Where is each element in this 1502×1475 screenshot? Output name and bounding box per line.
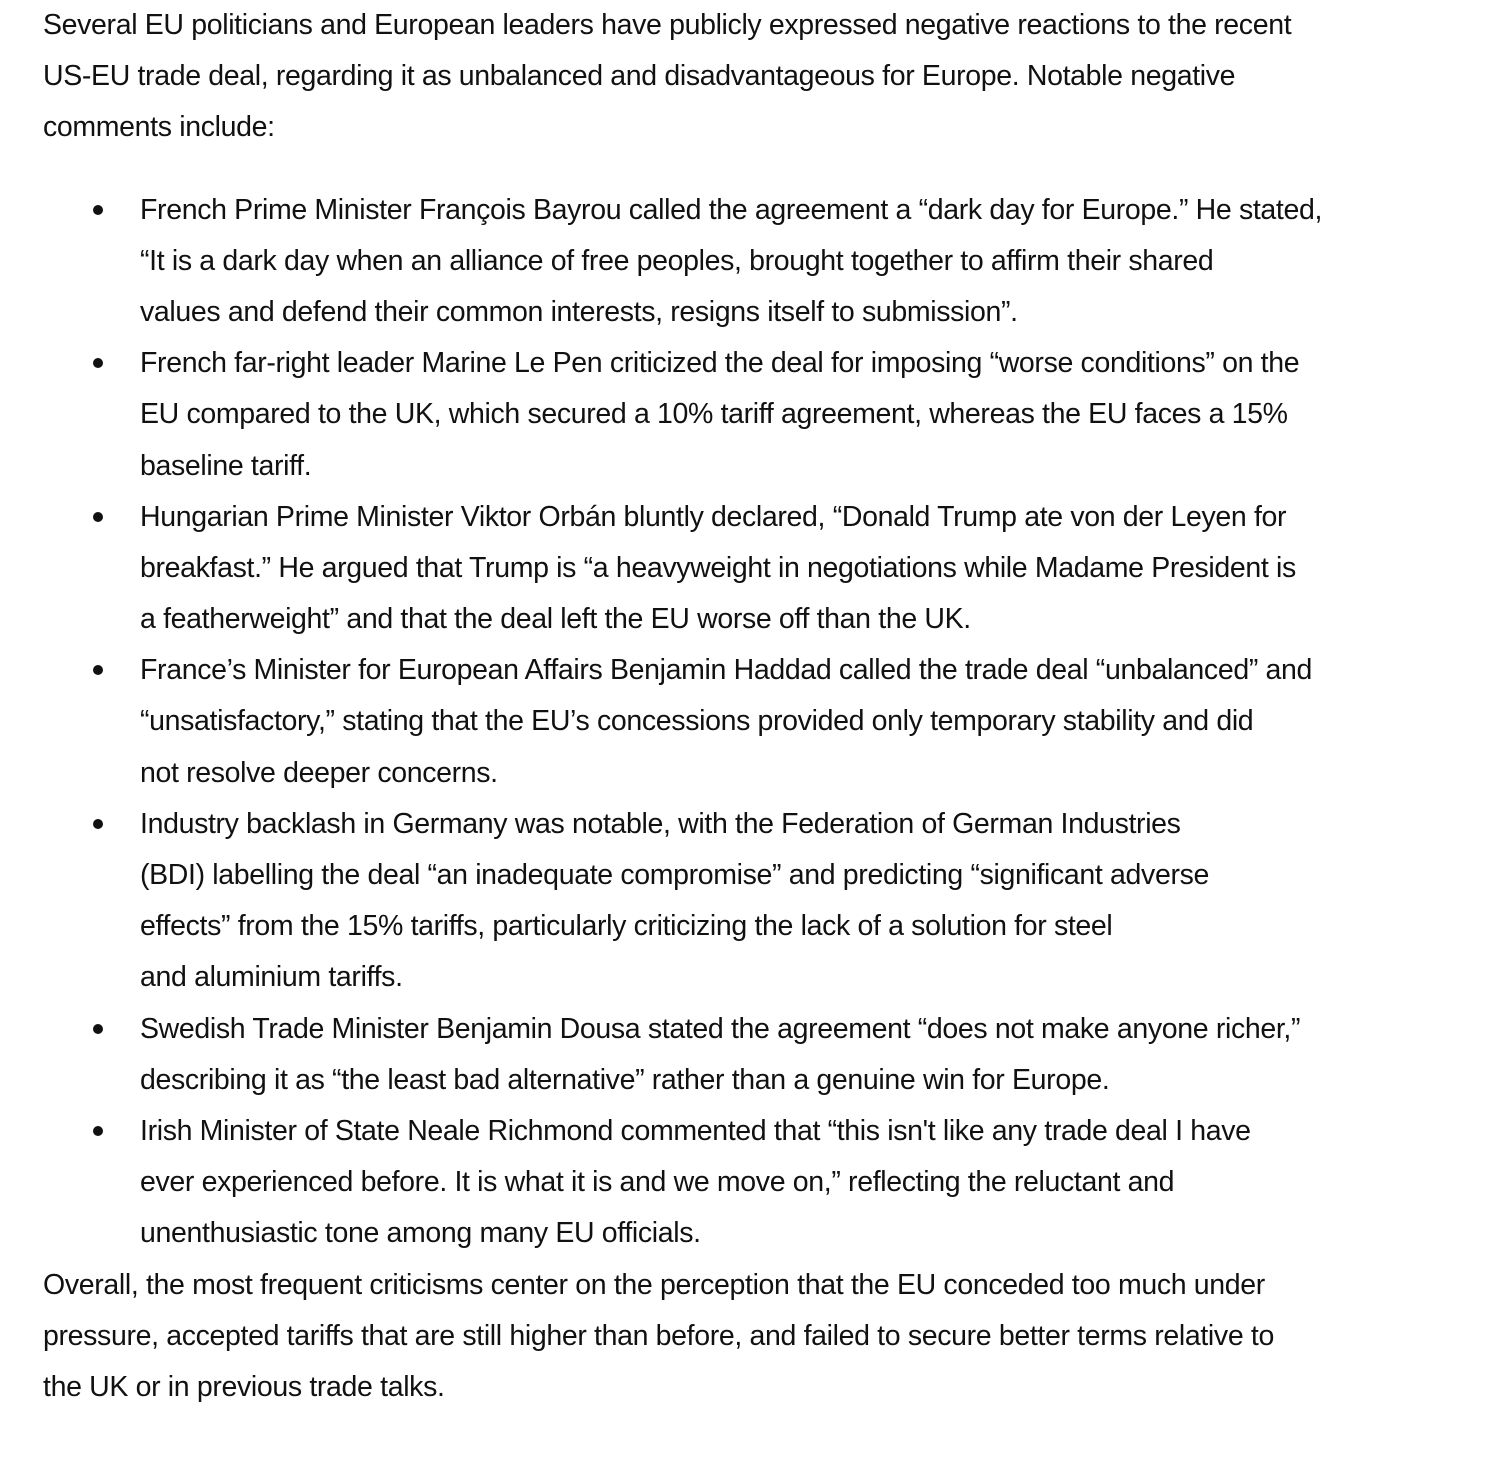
list-item-line: France’s Minister for European Affairs Benjamin Haddad called the trade deal “unbalanced” and bbox=[140, 654, 1313, 687]
bullet-dot-icon bbox=[93, 1024, 103, 1034]
intro-line: Several EU politicians and European leaders have publicly expressed negative reactions to the recent bbox=[43, 9, 1292, 41]
list-item-richmond bbox=[43, 1106, 1493, 1260]
list-item-line: values and defend their common interests, resigns itself to submission”. bbox=[140, 295, 1018, 328]
list-item-line: a featherweight” and that the deal left the EU worse off than the UK. bbox=[140, 603, 971, 636]
intro-paragraph bbox=[43, 0, 1493, 154]
list-item-line: breakfast.” He argued that Trump is “a heavyweight in negotiations while Madame President is bbox=[140, 551, 1296, 584]
bullet-dot-icon bbox=[93, 512, 103, 522]
bullet-dot-icon bbox=[93, 1126, 103, 1136]
list-item-line: French Prime Minister François Bayrou called the agreement a “dark day for Europe.” He stated, bbox=[140, 193, 1323, 226]
list-item-dousa bbox=[43, 1004, 1493, 1106]
summary-line: Overall, the most frequent criticisms center on the perception that the EU conceded too much under bbox=[43, 1268, 1265, 1301]
list-item-line: Irish Minister of State Neale Richmond commented that “this isn't like any trade deal I have bbox=[140, 1114, 1251, 1147]
criticism-list bbox=[43, 185, 1493, 1260]
list-item-line: ever experienced before. It is what it is and we move on,” reflecting the reluctant and bbox=[140, 1166, 1175, 1199]
list-item-bdi bbox=[43, 799, 1493, 1004]
list-item-haddad bbox=[43, 645, 1493, 799]
bullet-dot-icon bbox=[93, 205, 103, 215]
list-item-line: Industry backlash in Germany was notable, with the Federation of German Industries bbox=[140, 807, 1181, 840]
summary-paragraph bbox=[43, 1260, 1493, 1414]
list-item-line: (BDI) labelling the deal “an inadequate compromise” and predicting “significant adverse bbox=[140, 859, 1209, 891]
list-item-line: and aluminium tariffs. bbox=[140, 961, 403, 994]
list-item-bayrou bbox=[43, 185, 1493, 339]
summary-line: pressure, accepted tariffs that are still higher than before, and failed to secure better terms relative to bbox=[43, 1319, 1274, 1352]
bullet-dot-icon bbox=[93, 665, 103, 675]
list-item-line: baseline tariff. bbox=[140, 449, 312, 482]
bullet-dot-icon bbox=[93, 358, 103, 368]
list-item-line: EU compared to the UK, which secured a 10% tariff agreement, whereas the EU faces a 15% bbox=[140, 398, 1288, 431]
summary-line: the UK or in previous trade talks. bbox=[43, 1370, 445, 1403]
list-item-le-pen bbox=[43, 338, 1493, 492]
list-item-line: not resolve deeper concerns. bbox=[140, 756, 498, 789]
list-item-line: French far-right leader Marine Le Pen criticized the deal for imposing “worse conditions” on the bbox=[140, 347, 1300, 380]
list-item-line: “It is a dark day when an alliance of free peoples, brought together to affirm their shared bbox=[140, 244, 1214, 277]
list-item-line: unenthusiastic tone among many EU officials. bbox=[140, 1217, 701, 1250]
intro-line: comments include: bbox=[43, 111, 275, 144]
list-item-line: Swedish Trade Minister Benjamin Dousa stated the agreement “does not make anyone richer,” bbox=[140, 1012, 1301, 1045]
document-body bbox=[43, 0, 1493, 1413]
list-item-line: effects” from the 15% tariffs, particularly criticizing the lack of a solution for steel bbox=[140, 910, 1113, 943]
list-item-orban bbox=[43, 492, 1493, 646]
list-item-line: “unsatisfactory,” stating that the EU’s concessions provided only temporary stability and did bbox=[140, 705, 1254, 738]
list-item-line: describing it as “the least bad alternative” rather than a genuine win for Europe. bbox=[140, 1063, 1110, 1096]
intro-line: US-EU trade deal, regarding it as unbalanced and disadvantageous for Europe. Notable negative bbox=[43, 60, 1236, 93]
bullet-dot-icon bbox=[93, 819, 103, 829]
list-item-line: Hungarian Prime Minister Viktor Orbán bluntly declared, “Donald Trump ate von der Leyen for bbox=[140, 500, 1287, 533]
